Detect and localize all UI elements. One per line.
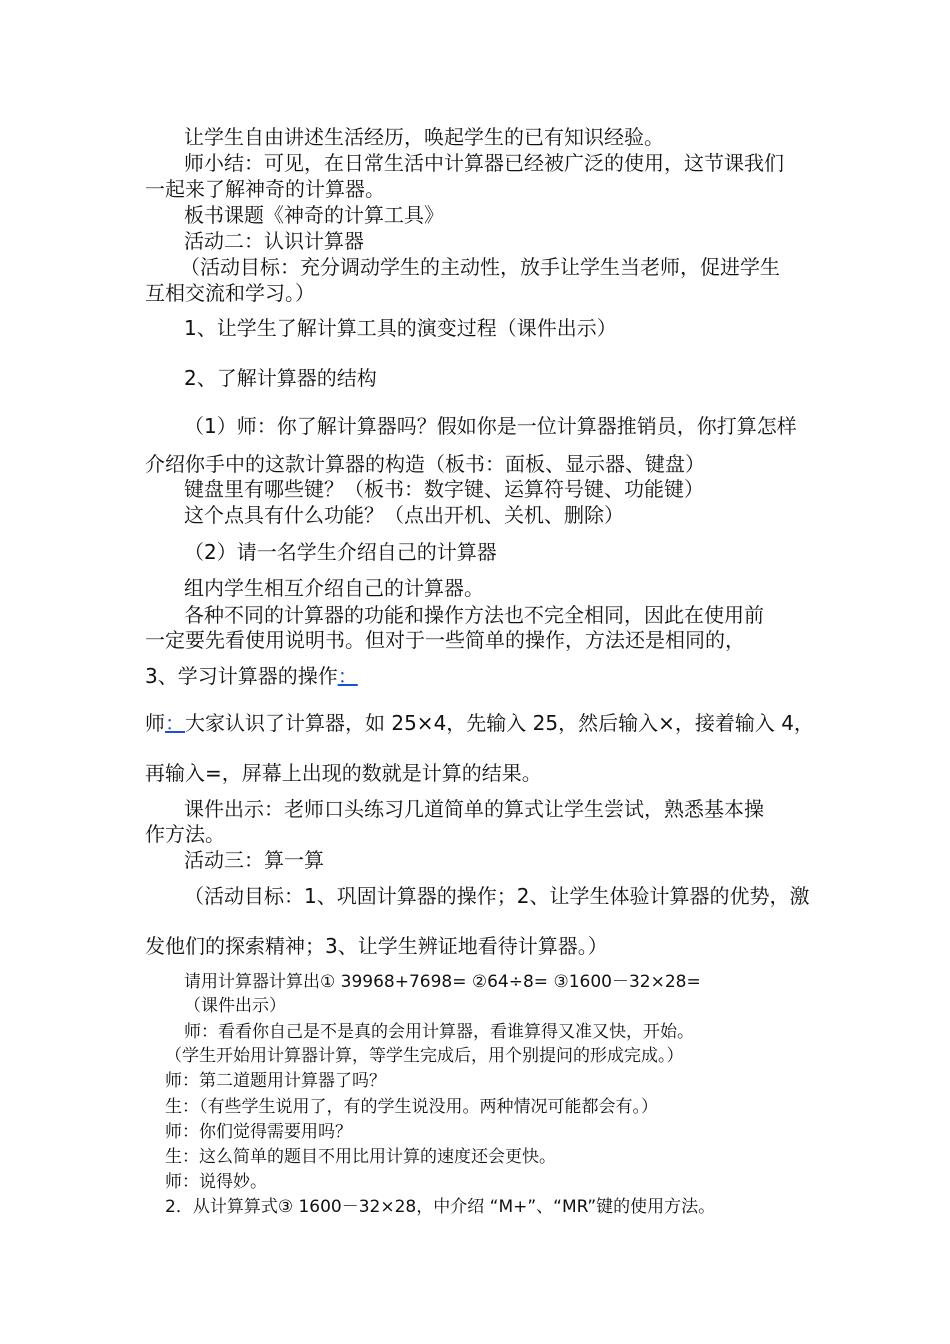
dialogue-line: 生：（有些学生说用了，有的学生说没用。两种情况可能都会有。） bbox=[165, 1097, 658, 1117]
paragraph-line: 1、让学生了解计算工具的演变过程（课件出示） bbox=[184, 316, 617, 340]
paragraph-line: （课件出示） bbox=[184, 996, 286, 1016]
paragraph-line: 师小结：可见，在日常生活中计算器已经被广泛的使用，这节课我们 bbox=[184, 151, 784, 175]
colon-link[interactable]: ： bbox=[165, 711, 185, 735]
paragraph-line: 2、了解计算器的结构 bbox=[184, 366, 377, 390]
paragraph-line: 让学生自由讲述生活经历，唤起学生的已有知识经验。 bbox=[184, 125, 664, 149]
paragraph-line: 介绍你手中的这款计算器的构造（板书：面板、显示器、键盘） bbox=[145, 452, 705, 476]
paragraph-line: （活动目标：1、巩固计算器的操作；2、让学生体验计算器的优势，激 bbox=[184, 884, 810, 908]
paragraph-line: 师：看看你自己是不是真的会用计算器，看谁算得又准又快，开始。 bbox=[184, 1022, 694, 1042]
paragraph-line: 板书课题《神奇的计算工具》 bbox=[184, 203, 444, 227]
section-heading: 活动二：认识计算器 bbox=[184, 229, 364, 253]
paragraph-line: 各种不同的计算器的功能和操作方法也不完全相同，因此在使用前 bbox=[184, 603, 764, 627]
step-label: 3、学习计算器的操作 bbox=[145, 664, 338, 688]
paragraph-line: 键盘里有哪些键？（板书：数字键、运算符号键、功能键） bbox=[184, 477, 704, 501]
paragraph-line: 课件出示：老师口头练习几道简单的算式让学生尝试，熟悉基本操 bbox=[184, 797, 764, 821]
paragraph-line: （活动目标：充分调动学生的主动性，放手让学生当老师，促进学生 bbox=[180, 255, 780, 279]
speaker-label: 师 bbox=[145, 711, 165, 735]
paragraph-line bbox=[145, 711, 814, 736]
paragraph-line: （2）请一名学生介绍自己的计算器 bbox=[184, 540, 497, 564]
dialogue-line: 生：这么简单的题目不用比用计算的速度还会更快。 bbox=[165, 1147, 556, 1167]
paragraph-line: 这个点具有什么功能？（点出开机、关机、删除） bbox=[184, 503, 624, 527]
paragraph-line bbox=[145, 664, 358, 689]
paragraph-line: 一定要先看使用说明书。但对于一些简单的操作，方法还是相同的， bbox=[145, 628, 745, 652]
paragraph-line: （学生开始用计算器计算，等学生完成后，用个别提问的形成完成。） bbox=[165, 1046, 684, 1066]
paragraph-line: 组内学生相互介绍自己的计算器。 bbox=[184, 576, 484, 600]
paragraph-line: 作方法。 bbox=[145, 822, 225, 846]
paragraph-line: 发他们的探索精神；3、让学生辨证地看待计算器。） bbox=[145, 934, 608, 958]
paragraph-line: 一起来了解神奇的计算器。 bbox=[145, 177, 385, 201]
sentence-text: 大家认识了计算器，如 25×4，先输入 25，然后输入×，接着输入 4， bbox=[185, 711, 814, 735]
colon-link[interactable]: ： bbox=[337, 664, 358, 688]
exercise-line: 请用计算器计算出① 39968+7698= ②64÷8= ③1600－32×28= bbox=[184, 972, 701, 992]
dialogue-line: 师：你们觉得需要用吗？ bbox=[165, 1122, 352, 1142]
paragraph-line: 2．从计算算式③ 1600－32×28，中介绍 “M+”、“MR”键的使用方法。 bbox=[165, 1197, 716, 1217]
dialogue-line: 师：说得妙。 bbox=[165, 1172, 267, 1192]
paragraph-line: （1）师：你了解计算器吗？假如你是一位计算器推销员，你打算怎样 bbox=[184, 414, 797, 438]
paragraph-line: 互相交流和学习。） bbox=[145, 281, 315, 305]
paragraph-line: 再输入=，屏幕上出现的数就是计算的结果。 bbox=[145, 761, 542, 785]
section-heading: 活动三：算一算 bbox=[184, 848, 324, 872]
dialogue-line: 师：第二道题用计算器了吗？ bbox=[165, 1071, 386, 1091]
